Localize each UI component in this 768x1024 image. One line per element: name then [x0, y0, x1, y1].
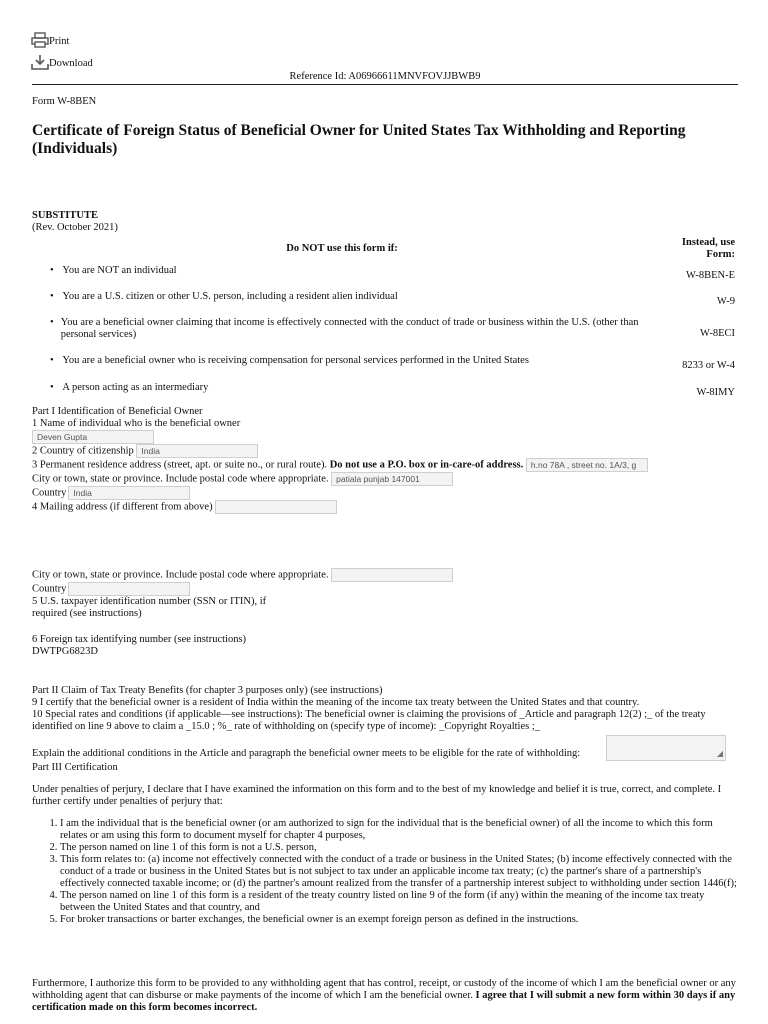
list-item: 3. This form relates to: (a) income not effectively connected with the conduct of a trade or business in the United States; (b) income effectively connected with the conduct of a trade or business in the United States but is not subject to tax under an applicable income tax treaty; (c) the partner's share of a partnership's effectively connected taxable income; or (d) the partner's amount realized from the transfer of a partnership interest subject to withholding under section 1446(f); — [60, 854, 738, 890]
row-form: W-8IMY — [696, 387, 735, 398]
instead-use-heading: Instead, use Form: — [681, 237, 735, 260]
print-label: Print — [49, 36, 70, 47]
part3-section — [32, 762, 738, 926]
list-item: 2. The person named on line 1 of this form is not a U.S. person, — [60, 842, 738, 854]
part1-heading: Part I Identification of Beneficial Owner — [32, 406, 203, 417]
explain-textarea[interactable] — [606, 735, 726, 761]
citizenship-field[interactable]: India — [136, 444, 258, 458]
income-type-value: _Copyright Royalties ;_ — [439, 721, 540, 732]
download-link[interactable] — [31, 54, 93, 70]
withholding-rate-value: _15.0 ; %_ — [185, 721, 232, 732]
revision-label: (Rev. October 2021) — [32, 222, 118, 233]
do-not-use-row: • You are a U.S. citizen or other U.S. person, including a resident alien individual W-9 — [50, 291, 735, 307]
row-text: You are a beneficial owner who is receiving compensation for personal services performed in the United States — [62, 355, 529, 366]
line10-text-c: identified on line 9 above to claim a — [32, 721, 184, 732]
line1-label: 1 Name of individual who is the beneficial owner — [32, 418, 241, 429]
list-item: 1. I am the individual that is the beneficial owner (or am authorized to sign for the individual that is the beneficial owner) of all the income to which this form relates or am using this form to document myself for chapter 4 purposes, — [60, 818, 738, 842]
city-label: City or town, state or province. Include postal code where appropriate. — [32, 473, 329, 485]
line9-text: 9 I certify that the beneficial owner is a resident of India within the meaning of the income tax treaty between the United States and that country. — [32, 697, 640, 708]
line10-text-a: 10 Special rates and conditions (if applicable—see instructions): The beneficial owner is claiming the provisions of — [32, 709, 517, 720]
line4-label: 4 Mailing address (if different from above) — [32, 501, 213, 513]
further-text: Furthermore, I authorize this form to be provided to any withholding agent that has control, receipt, or custody of the income of which I am the beneficial owner or any withholding agent that can disburse or make payments of the income of which I am the beneficial owner. — [32, 978, 736, 1001]
line2-label: 2 Country of citizenship — [32, 445, 134, 457]
part2-heading: Part II Claim of Tax Treaty Benefits (for chapter 3 purposes only) (see instructions) — [32, 685, 383, 696]
download-icon — [31, 54, 49, 70]
page-title: Certificate of Foreign Status of Beneficial Owner for United States Tax Withholding and Reporting (Individuals) — [32, 122, 686, 157]
print-link[interactable] — [31, 32, 69, 48]
do-not-use-row: • You are NOT an individual W-8BEN-E — [50, 265, 735, 281]
line3-label: 3 Permanent residence address (street, apt. or suite no., or rural route). — [32, 459, 328, 471]
line3-bold-note: Do not use a P.O. box or in-care-of address. — [329, 459, 524, 471]
row-text: You are a beneficial owner claiming that income is effectively connected with the conduct of trade or business within the U.S. (other than personal services) — [60, 317, 639, 340]
list-item: 4. The person named on line 1 of this form is a resident of the treaty country listed on line 9 of the form (if any) within the meaning of the income tax treaty between the United States and that country, and — [60, 890, 738, 914]
treaty-article-value: _Article and paragraph 12(2) ;_ — [519, 709, 653, 720]
mail-country-field[interactable] — [68, 582, 190, 596]
part3-heading: Part III Certification — [32, 762, 118, 773]
row-text: You are a U.S. citizen or other U.S. person, including a resident alien individual — [62, 291, 398, 302]
reference-id: Reference Id: A06966611MNVFOVJJBWB9 — [32, 71, 738, 85]
row-form: W-8BEN-E — [686, 270, 735, 281]
country-field[interactable]: India — [68, 486, 190, 500]
line5-label-b: required (see instructions) — [32, 608, 142, 619]
city-field[interactable]: patiala punjab 147001 — [331, 472, 453, 486]
certification-list — [32, 818, 738, 926]
line6-section — [32, 634, 246, 658]
line6-label: 6 Foreign tax identifying number (see instructions) — [32, 634, 247, 645]
do-not-use-heading: Do NOT use this form if: — [286, 243, 398, 254]
row-form: 8233 or W-4 — [682, 360, 735, 371]
mailing-address-field[interactable] — [215, 500, 337, 514]
row-text: A person acting as an intermediary — [62, 382, 209, 393]
row-text: You are NOT an individual — [62, 265, 177, 276]
mail-city-field[interactable] — [331, 568, 453, 582]
mailing-section — [32, 568, 742, 620]
printer-icon — [31, 32, 49, 48]
mail-city-label: City or town, state or province. Include postal code where appropriate. — [32, 569, 329, 581]
name-field[interactable]: Deven Gupta — [32, 430, 154, 444]
form-name: Form W-8BEN — [32, 96, 97, 107]
resize-handle-icon[interactable]: ◢ — [716, 749, 723, 758]
list-item: 5. For broker transactions or barter exchanges, the beneficial owner is an exempt foreign person as defined in the instructions. — [60, 914, 738, 926]
certification-intro: Under penalties of perjury, I declare that I have examined the information on this form and to the best of my knowledge and belief it is true, correct, and complete. I further certify under penalties of perjury that: — [32, 784, 722, 807]
do-not-use-table — [32, 237, 738, 406]
do-not-use-row: • You are a beneficial owner claiming that income is effectively connected with the conduct of trade or business within the U.S. (other than personal services) W-8ECI — [50, 317, 735, 340]
explain-label: Explain the additional conditions in the Article and paragraph the beneficial owner meets to be eligible for the rate of withholding: — [32, 748, 581, 759]
do-not-use-row: • A person acting as an intermediary W-8IMY — [50, 382, 735, 398]
line10-text-b: of the treaty — [654, 709, 706, 720]
substitute-label: SUBSTITUTE — [32, 210, 98, 221]
line5-label-a: 5 U.S. taxpayer identification number (SSN or ITIN), if — [32, 596, 267, 607]
foreign-tin-value: DWTPG6823D — [32, 646, 98, 657]
row-form: W-8ECI — [700, 328, 735, 339]
part1-section — [32, 406, 742, 514]
country-label: Country — [32, 487, 67, 499]
download-label: Download — [49, 58, 93, 69]
mail-country-label: Country — [32, 583, 67, 595]
further-bold-text: I agree that I will submit a new form within 30 days if any certification made on this form becomes incorrect. — [32, 990, 736, 1013]
row-form: W-9 — [716, 296, 735, 307]
line10-text-d: rate of withholding on (specify type of income): — [234, 721, 437, 732]
address-field[interactable]: h.no 78A , street no. 1A/3, g — [526, 458, 648, 472]
do-not-use-row: • You are a beneficial owner who is receiving compensation for personal services performed in the United States 8233 or W-4 — [50, 355, 735, 371]
further-authorization — [32, 978, 738, 1014]
part2-section — [32, 685, 742, 733]
